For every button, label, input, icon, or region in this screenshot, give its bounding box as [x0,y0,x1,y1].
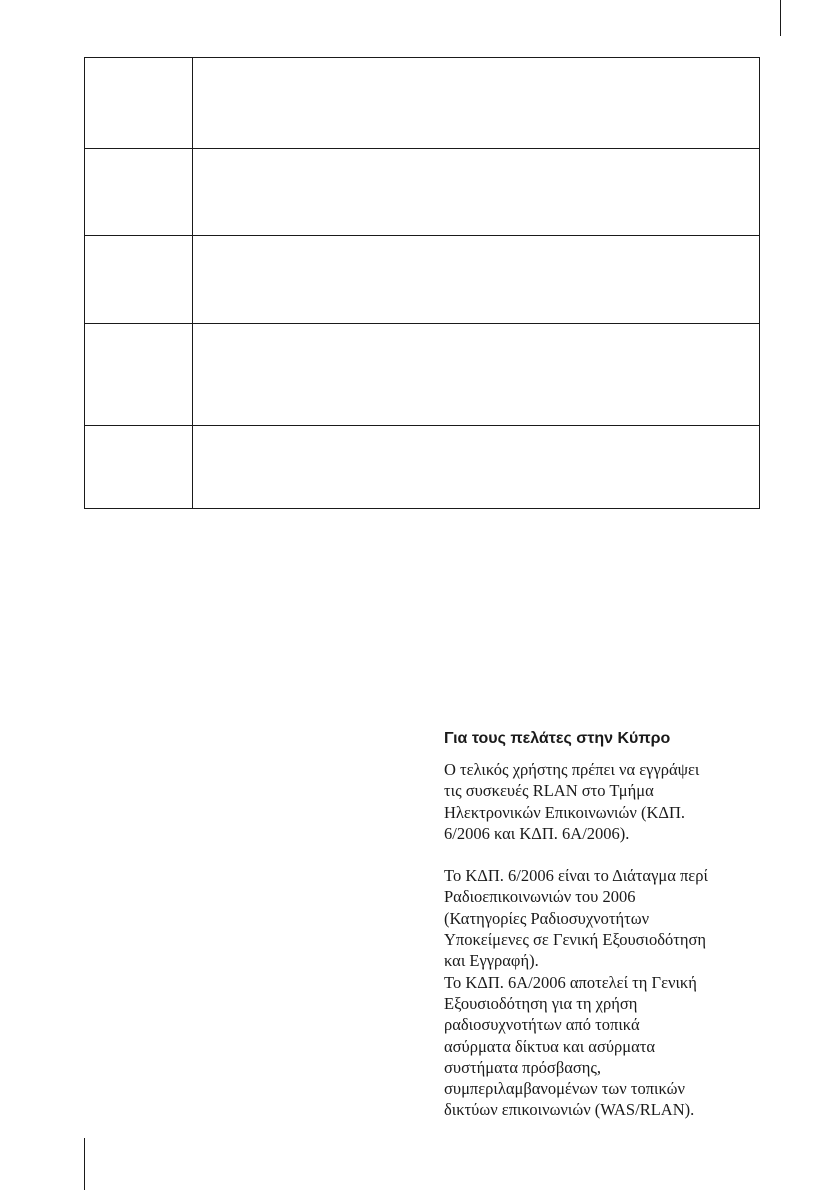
table-cell-b [193,236,760,324]
table-cell-a [85,236,193,324]
table-row [85,324,760,426]
table-row [85,236,760,324]
bottom-margin-rule [84,1138,85,1190]
table-cell-b [193,324,760,426]
decree-paragraph: Το ΚΔΠ. 6/2006 είναι το Διάταγμα περί Ραδιοεπικοινωνιών του 2006 (Κατηγορίες Ραδιοσυχνοτήτων Υποκείμενες σε Γενική Εξουσιοδότηση και Εγγραφή). [444,866,708,971]
table-cell-a [85,58,193,149]
section-heading: Για τους πελάτες στην Κύπρο [444,730,671,747]
cyprus-section [444,728,774,1121]
authorization-paragraph: Το ΚΔΠ. 6Α/2006 αποτελεί τη Γενική Εξουσιοδότηση για τη χρήση ραδιοσυχνοτήτων από τοπικά ασύρματα δίκτυα και ασύρματα συστήματα πρόσβασης, συμπεριλαμβανομένων των τοπικών δικτύων επικοινωνιών (WAS/RLAN). [444,972,697,1120]
table-cell-a [85,149,193,236]
table-cell-b [193,58,760,149]
top-margin-rule [780,0,781,36]
table-cell-b [193,426,760,509]
table-row [85,426,760,509]
table-cell-a [85,426,193,509]
table-cell-a [85,324,193,426]
registration-paragraph: Ο τελικός χρήστης πρέπει να εγγράψει τις συσκευές RLAN στο Τμήμα Ηλεκτρονικών Επικοινωνιών (ΚΔΠ. 6/2006 και ΚΔΠ. 6Α/2006). [444,760,700,843]
paragraph-gap [444,844,774,865]
blank-table [84,57,760,509]
table-row [85,58,760,149]
table-cell-b [193,149,760,236]
table-row [85,149,760,236]
